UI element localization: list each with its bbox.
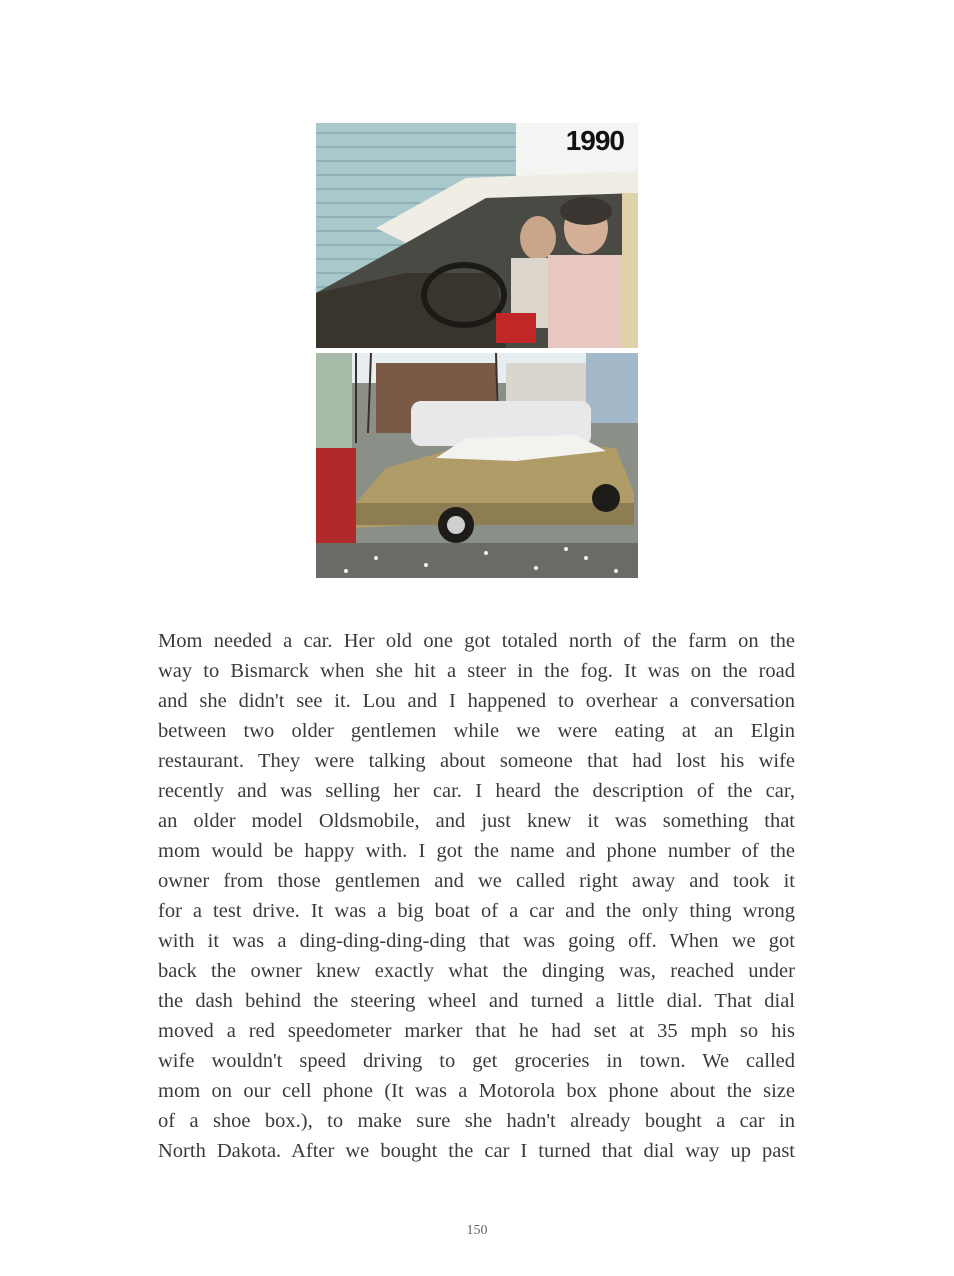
body-line: for a test drive. It was a big boat of a car and the only thing wrong (158, 900, 795, 922)
body-line: with it was a ding-ding-ding-ding that was going off. When we got (158, 930, 795, 952)
page-number: 150 (466, 1223, 488, 1238)
body-line: recently and was selling her car. I heard the description of the car, (158, 780, 795, 802)
body-line: Mom needed a car. Her old one got totaled north of the farm on the (158, 630, 795, 652)
body-text (158, 626, 795, 1166)
photo-oldsmobile (316, 353, 638, 578)
body-line: moved a red speedometer marker that he had set at 35 mph so his (158, 1020, 795, 1042)
body-line: mom on our cell phone (It was a Motorola box phone about the size (158, 1080, 795, 1102)
body-line: North Dakota. After we bought the car I turned that dial way up past (158, 1140, 795, 1162)
body-line: owner from those gentlemen and we called right away and took it (158, 870, 795, 892)
car-exterior-photo (316, 353, 638, 578)
photo-women-in-car (316, 123, 638, 348)
photo-year-caption: 1990 (565, 125, 624, 156)
body-line: way to Bismarck when she hit a steer in the fog. It was on the road (158, 660, 795, 682)
body-line: wife wouldn't speed driving to get groceries in town. We called (158, 1050, 795, 1072)
body-line: and she didn't see it. Lou and I happened to overhear a conversation (158, 690, 795, 712)
body-line: between two older gentlemen while we were eating at an Elgin (158, 720, 795, 742)
body-line: the dash behind the steering wheel and turned a little dial. That dial (158, 990, 795, 1012)
body-line: restaurant. They were talking about someone that had lost his wife (158, 750, 795, 772)
body-line: an older model Oldsmobile, and just knew it was something that (158, 810, 795, 832)
body-line: of a shoe box.), to make sure she hadn't already bought a car in (158, 1110, 795, 1132)
body-line: back the owner knew exactly what the dinging was, reached under (158, 960, 795, 982)
body-line: mom would be happy with. I got the name and phone number of the (158, 840, 795, 862)
